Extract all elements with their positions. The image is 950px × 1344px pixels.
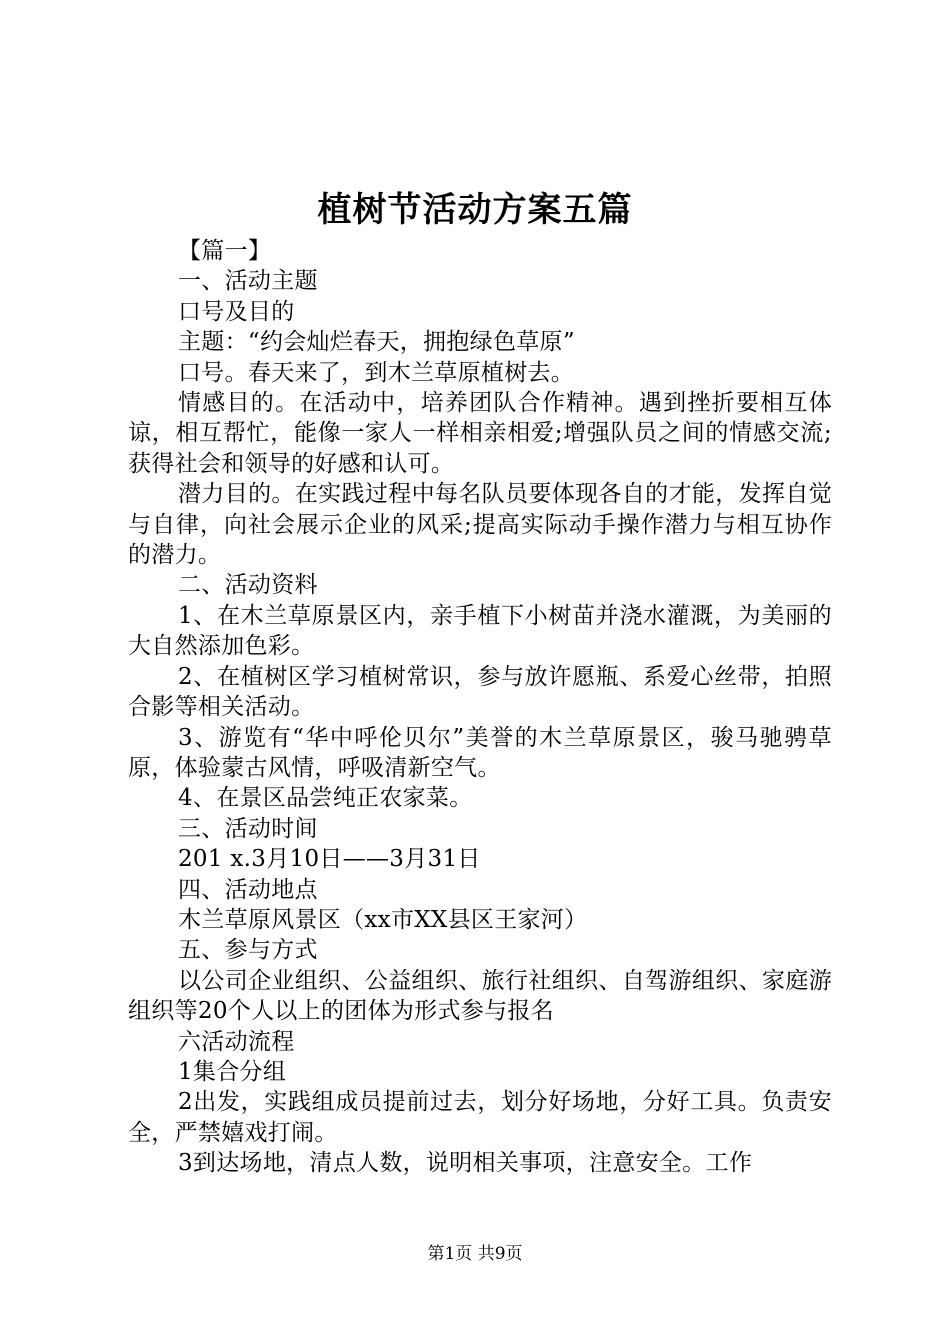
document-title: 植树节活动方案五篇 — [317, 190, 633, 230]
paragraph: 以公司企业组织、公益组织、旅行社组织、自驾游组织、家庭游组织等20个人以上的团体为形式参与报名 — [128, 967, 832, 1025]
paragraph: 木兰草原风景区（xx市XX县区王家河） — [178, 906, 588, 933]
paragraph: 口号及目的 — [178, 298, 295, 325]
paragraph: 主题：“约会灿烂春天，拥抱绿色草原” — [178, 329, 575, 356]
section-heading: 【篇一】 — [178, 238, 272, 264]
paragraph: 2、在植树区学习植树常识，参与放许愿瓶、系爱心丝带，拍照合影等相关活动。 — [128, 663, 832, 721]
paragraph: 口号。春天来了，到木兰草原植树去。 — [178, 359, 575, 386]
paragraph: 1集合分组 — [178, 1058, 287, 1085]
paragraph: 3到达场地，清点人数，说明相关事项，注意安全。工作 — [178, 1150, 753, 1177]
paragraph: 3、游览有“华中呼伦贝尔”美誉的木兰草原景区，骏马驰骋草原，体验蒙古风情，呼吸清新空气。 — [128, 724, 832, 781]
paragraph: 一、活动主题 — [178, 268, 318, 295]
page-indicator: 第1页 共9页 — [427, 1244, 523, 1264]
document-body — [128, 236, 832, 1179]
paragraph: 四、活动地点 — [178, 876, 318, 903]
paragraph: 201 x.3月10日——3月31日 — [178, 846, 481, 873]
paragraph: 潜力目的。在实践过程中每名队员要体现各自的才能，发挥自觉与自律，向社会展示企业的风采;提高实际动手操作潜力与相互协作的潜力。 — [128, 481, 832, 569]
paragraph: 4、在景区品尝纯正农家菜。 — [178, 785, 473, 812]
paragraph: 五、参与方式 — [178, 937, 318, 964]
paragraph: 三、活动时间 — [178, 815, 318, 842]
paragraph: 情感目的。在活动中，培养团队合作精神。遇到挫折要相互体谅，相互帮忙，能像一家人一样相亲相爱;增强队员之间的情感交流;获得社会和领导的好感和认可。 — [128, 390, 832, 477]
paragraph: 二、活动资料 — [178, 572, 318, 599]
paragraph: 六活动流程 — [178, 1028, 295, 1055]
paragraph: 1、在木兰草原景区内，亲手植下小树苗并浇水灌溉，为美丽的大自然添加色彩。 — [128, 602, 832, 660]
paragraph: 2出发，实践组成员提前过去，划分好场地，分好工具。负责安全，严禁嬉戏打闹。 — [128, 1089, 832, 1146]
